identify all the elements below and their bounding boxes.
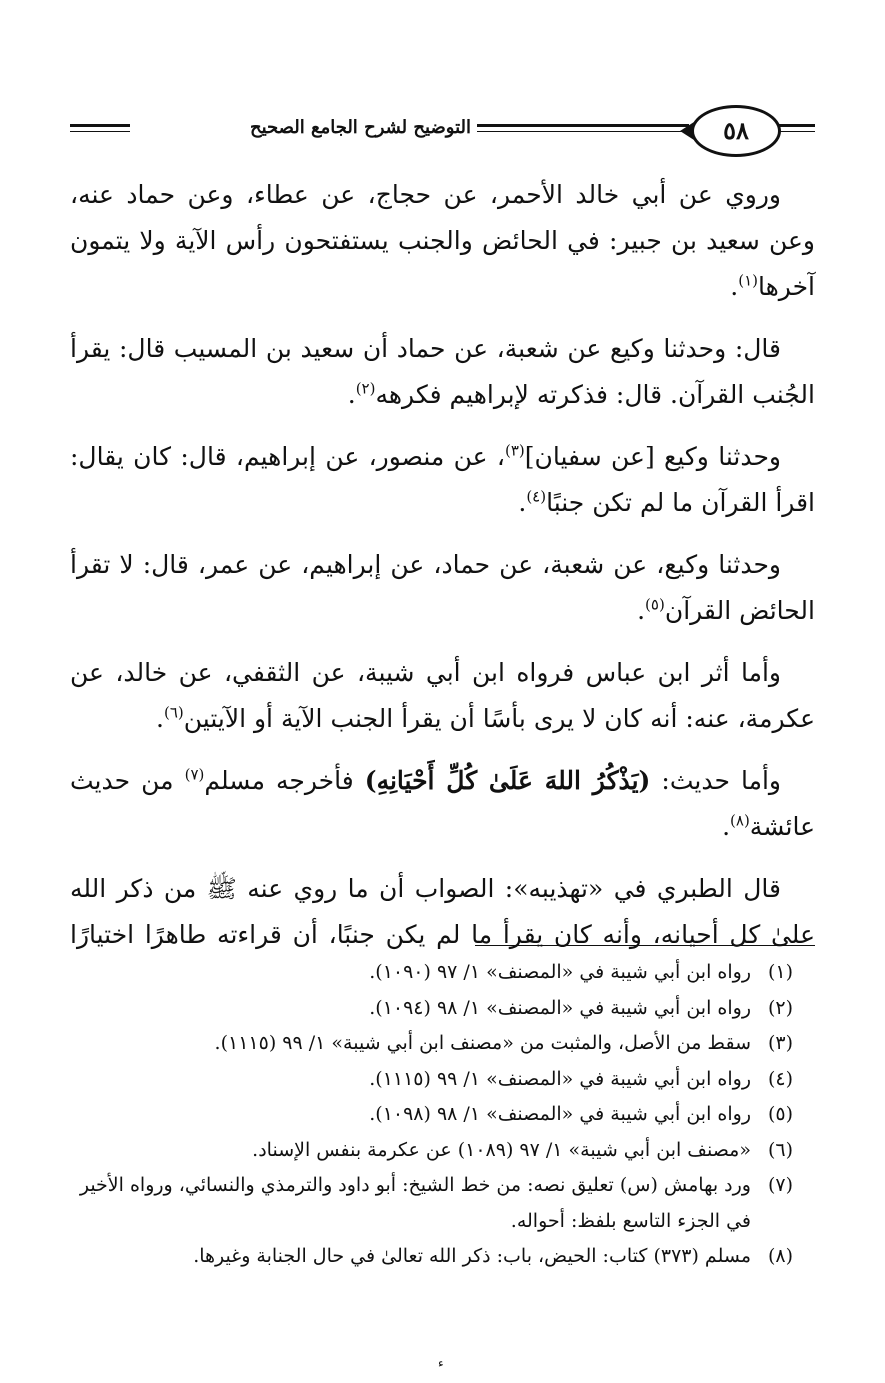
- paragraph-3-text-b: ، عن منصور، عن إبراهيم، قال: كان يقال: اقرأ القرآن ما لم تكن جنبًا: [70, 442, 815, 517]
- paragraph-5-text: وأما أثر ابن عباس فرواه ابن أبي شيبة، عن الثقفي، عن خالد، عن عكرمة، عنه: أنه كان لا يرى بأسًا أن يقرأ الجنب الآية أو الآيتين: [70, 658, 815, 733]
- paragraph-5: [70, 650, 815, 742]
- paragraph-6-text-c: من حديث عائشة: [70, 766, 815, 841]
- footnote-item: [73, 1062, 793, 1098]
- footnote-ref-1[interactable]: (١): [738, 271, 758, 290]
- footnote-text: رواه ابن أبي شيبة في «المصنف» ١/ ٩٧ (١٠٩٠).: [369, 961, 751, 983]
- footnote-item: [73, 1168, 793, 1239]
- footnote-item: [73, 1133, 793, 1169]
- footnote-ref-5[interactable]: (٥): [645, 595, 665, 614]
- paragraph-6-end: .: [722, 812, 731, 841]
- footnote-ref-2[interactable]: (٢): [355, 379, 376, 398]
- header-rule-left: [70, 124, 130, 127]
- footnote-ref-4[interactable]: (٤): [526, 487, 547, 506]
- header-rule-right: [775, 124, 815, 127]
- footnote-item: [73, 1097, 793, 1133]
- footnote-number: (٧): [767, 1174, 793, 1196]
- running-title: التوضيح لشرح الجامع الصحيح: [244, 117, 477, 139]
- running-header: [70, 100, 815, 160]
- paragraph-2-text: قال: وحدثنا وكيع عن شعبة، عن حماد أن سعيد بن المسيب قال: يقرأ الجُنب القرآن. قال: فذكرته لإبراهيم فكرهه: [70, 334, 815, 409]
- footnote-number: (٨): [767, 1245, 793, 1267]
- paragraph-1: [70, 172, 815, 310]
- header-rule-left-thin: [70, 131, 130, 132]
- paragraph-1-text: وروي عن أبي خالد الأحمر، عن حجاج، عن عطاء، وعن حماد عنه، وعن سعيد بن جبير: في الحائض والجنب يستفتحون رأس الآية ولا يتمون آخرها: [70, 180, 815, 301]
- footnote-number: (١): [767, 961, 793, 983]
- footnote-text: رواه ابن أبي شيبة في «المصنف» ١/ ٩٩ (١١١٥).: [369, 1067, 751, 1090]
- footnotes-list: [73, 955, 793, 1275]
- paragraph-7-text: قال الطبري في «تهذيبه»: الصواب أن ما روي عنه ﷺ من ذكر الله علىٰ كل أحيانه، وأنه كان يقرأ ما لم يكن جنبًا، أن قراءته طاهرًا اختيارًا: [70, 874, 815, 949]
- paragraph-2: [70, 326, 815, 418]
- page-number: ٥٨: [723, 116, 749, 145]
- header-rule-middle-thin: [465, 131, 689, 132]
- footnote-number: (٦): [767, 1138, 793, 1161]
- footnote-item: [73, 1239, 793, 1275]
- header-rule-middle: [465, 124, 689, 127]
- paragraph-3-end: .: [518, 488, 527, 517]
- footnote-item: [73, 955, 793, 991]
- quran-quote: (يَذْكُرُ اللهَ عَلَىٰ كُلِّ أَحْيَانِهِ): [364, 766, 651, 795]
- footnote-ref-7[interactable]: (٧): [184, 765, 205, 784]
- footnote-number: (٤): [767, 1067, 793, 1090]
- footnote-text: «مصنف ابن أبي شيبة» ١/ ٩٧ (١٠٨٩) عن عكرمة بنفس الإسناد.: [252, 1138, 751, 1161]
- paragraph-4-end: .: [637, 596, 646, 625]
- paragraph-6-text-a: وأما حديث:: [650, 766, 781, 795]
- paragraph-4: [70, 542, 815, 634]
- footnote-separator: [475, 945, 815, 946]
- footnote-number: (٣): [767, 1032, 793, 1054]
- footnote-number: (٥): [767, 1103, 793, 1125]
- footnote-item: [73, 991, 793, 1027]
- footnote-text: ورد بهامش (س) تعليق نصه: من خط الشيخ: أبو داود والترمذي والنسائي، ورواه الأخير في الجزء التاسع بلفظ: أحواله.: [79, 1174, 751, 1232]
- footnote-text: سقط من الأصل، والمثبت من «مصنف ابن أبي شيبة» ١/ ٩٩ (١١١٥).: [214, 1032, 751, 1054]
- footnote-ref-6[interactable]: (٦): [163, 703, 184, 722]
- paragraph-2-end: .: [347, 380, 356, 409]
- paragraph-3-text-a: وحدثنا وكيع [عن سفيان]: [524, 442, 781, 471]
- footnote-item: [73, 1026, 793, 1062]
- paragraph-6: [70, 758, 815, 850]
- footnote-ref-3[interactable]: (٣): [505, 441, 525, 460]
- footnote-text: رواه ابن أبي شيبة في «المصنف» ١/ ٩٨ (١٠٩٤).: [369, 996, 751, 1019]
- paragraph-4-text: وحدثنا وكيع، عن شعبة، عن حماد، عن إبراهيم، عن عمر، قال: لا تقرأ الحائض القرآن: [70, 550, 815, 625]
- footnote-text: مسلم (٣٧٣) كتاب: الحيض، باب: ذكر الله تعالىٰ في حال الجنابة وغيرها.: [193, 1245, 751, 1267]
- main-text: [70, 172, 815, 958]
- footnote-number: (٢): [767, 996, 793, 1019]
- page-number-badge: [691, 105, 781, 157]
- paragraph-6-text-b: فأخرجه مسلم: [204, 766, 365, 795]
- bottom-mark: ء: [438, 1356, 444, 1370]
- footnote-ref-8[interactable]: (٨): [730, 811, 750, 830]
- paragraph-1-end: .: [730, 272, 739, 301]
- footnote-text: رواه ابن أبي شيبة في «المصنف» ١/ ٩٨ (١٠٩٨).: [369, 1103, 751, 1125]
- paragraph-5-end: .: [156, 704, 164, 733]
- paragraph-3: [70, 434, 815, 526]
- header-rule-right-thin: [775, 131, 815, 132]
